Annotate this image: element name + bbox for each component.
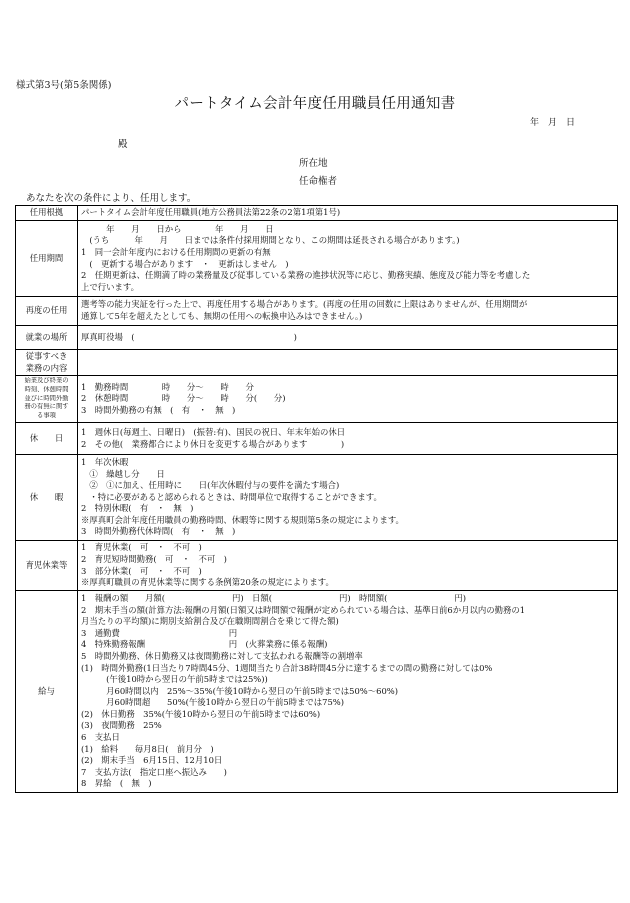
content-holidays [78,423,618,455]
text-line: 7 支払方法( 指定口座へ振込み ) [81,766,227,777]
content-workplace [78,326,618,350]
text-line: (うち 年 月 日までは条件付採用期間となり、この期間は延長される場合があります。) [81,235,460,246]
text-line: ( 更新する場合があります ・ 更新はしません ) [81,258,289,269]
label-hours [16,376,78,423]
row-pay [16,591,618,793]
label-period: 任用期間 [16,221,78,297]
text-line: ② ①に加え、任用時に 日(年次休暇付与の要件を満たす場合) [81,480,340,491]
text-line: 1 勤務時間 時 分〜 時 分 [81,381,254,392]
row-duties [16,350,618,376]
row-reappoint [16,297,618,326]
text-line: 時刻、休憩時間 [24,385,69,393]
text-line: 始業及び終業の [24,377,69,385]
text-line: ・特に必要があると認められるときは、時間単位で取得することができます。 [81,491,382,502]
text-line: 月60時間超 50%(午後10時から翌日の午前5時までは75%) [81,697,345,708]
text-line: 厚真町役場 ( ) [81,331,297,342]
label-holidays: 休 日 [16,423,78,455]
text-line: 2 任期更新は、任期満了時の業務量及び従事している業務の進捗状況等に応じ、勤務実績、態度及び能力等を考慮した [81,270,531,281]
label-pay: 給与 [16,591,78,793]
text-line: (3) 夜間勤務 25% [81,720,162,731]
content-pay [78,591,618,793]
text-line: 従事すべき [25,350,68,361]
intro-text: あなたを次の条件により、任用します。 [26,193,197,204]
addressee-honorific: 殿 [118,139,128,150]
row-leave [16,455,618,541]
text-line: 月60時間以内 25%〜35%(午後10時から翌日の午前5時までは50%〜60%) [81,685,399,696]
text-line: 4 特殊勤務報酬 円 (火葬業務に係る報酬) [81,639,328,650]
text-line: 選考等の能力実証を行った上で、再度任用する場合があります。(再度の任用の回数に上限はありませんが、任用期間が [81,299,528,310]
label-leave: 休 暇 [16,455,78,541]
row-period [16,221,618,297]
form-number: 様式第3号(第5条関係) [16,80,112,91]
text-line: 2 特別休暇( 有 ・ 無 ) [81,503,194,514]
text-line: る事項 [37,412,56,420]
text-line: 上で行います。 [81,281,139,292]
row-childcare [16,541,618,591]
document-title: パートタイム会計年度任用職員任用通知書 [174,96,456,112]
content-leave [78,455,618,541]
text-line: 1 育児休業( 可 ・ 不可 ) [81,542,202,553]
text-line: 1 同一会計年度内における任用期間の更新の有無 [81,246,271,257]
label-reappoint: 再度の任用 [16,297,78,326]
content-childcare [78,541,618,591]
content-reappoint [78,297,618,326]
text-line: 3 時間外勤務代休時間( 有 ・ 無 ) [81,526,236,537]
content-hours [78,376,618,423]
text-line: 1 報酬の額 月額( 円) 日額( 円) 時間額( 円) [81,592,467,603]
text-line: 月当たりの平均額)に期別支給割合及び在職期間割合を乗じて得た額) [81,616,339,627]
text-line: 2 育児短時間勤務( 可 ・ 不可 ) [81,553,227,564]
row-holidays [16,423,618,455]
text-line: (1) 給料 毎月8日( 前月分 ) [81,743,214,754]
text-line: (午後10時から翌日の午前5時までは25%)) [81,674,268,685]
text-line: パートタイム会計年度任用職員(地方公務員法第22条の2第1項第1号) [81,207,341,218]
text-line: 並びに時間外勤 [24,394,69,402]
text-line: ※厚真町会計年度任用職員の勤務時間、休暇等に関する規則第5条の規定によります。 [81,514,404,525]
text-line: 5 時間外勤務、休日勤務又は夜間勤務に対して支払われる報酬等の割増率 [81,650,363,661]
text-line: 1 年次休暇 [81,456,129,467]
appointer-label: 任命権者 [299,176,338,187]
date-line: 年 月 日 [530,118,576,128]
text-line: 2 休憩時間 時 分〜 時 分( 分) [81,393,286,404]
text-line: 業務の内容 [25,362,68,373]
text-line: 通算して5年を超えたとしても、無期の任用への転換申込みはできません。) [81,311,363,321]
text-line: ① 繰越し分 日 [81,468,165,479]
text-line: (1) 時間外勤務(1日当たり7時間45分、1週間当たり合計38時間45分に達するまでの間の勤務に対しては0% [81,662,493,673]
label-duties [16,350,78,376]
text-line: 3 時間外勤務の有無 ( 有 ・ 無 ) [81,404,236,415]
text-line: 3 通勤費 円 [81,627,238,638]
text-line: 2 その他( 業務都合により休日を変更する場合があります ) [81,438,345,449]
row-basis [16,206,618,221]
location-label: 所在地 [299,158,328,169]
text-line: 2 期末手当の額(計算方法:報酬の月額(日額又は時間額で報酬が定められている場合は、基準日前6か月以内の勤務の1 [81,604,526,615]
text-line: 1 週休日(毎週土、日曜日) (振替:有)、国民の祝日、年末年始の休日 [81,426,346,437]
label-basis: 任用根拠 [16,206,78,221]
text-line: 3 部分休業( 可 ・ 不可 ) [81,565,202,576]
row-hours [16,376,618,423]
conditions-table [15,205,618,793]
text-line: 年 月 日から 年 月 日 [81,223,274,234]
content-duties [78,350,618,376]
content-period [78,221,618,297]
text-line: (2) 休日勤務 35%(午後10時から翌日の午前5時までは60%) [81,708,321,719]
text-line: 8 昇給 ( 無 ) [81,778,152,789]
text-line: 務の有無に関す [24,403,69,411]
row-workplace [16,326,618,350]
text-line: (2) 期末手当 6月15日、12月10日 [81,755,223,766]
label-childcare: 育児休業等 [16,541,78,591]
label-workplace: 就業の場所 [16,326,78,350]
content-basis [78,206,618,221]
text-line: 6 支払日 [81,732,120,743]
text-line: ※厚真町職員の育児休業等に関する条例第20条の規定によります。 [81,577,334,588]
